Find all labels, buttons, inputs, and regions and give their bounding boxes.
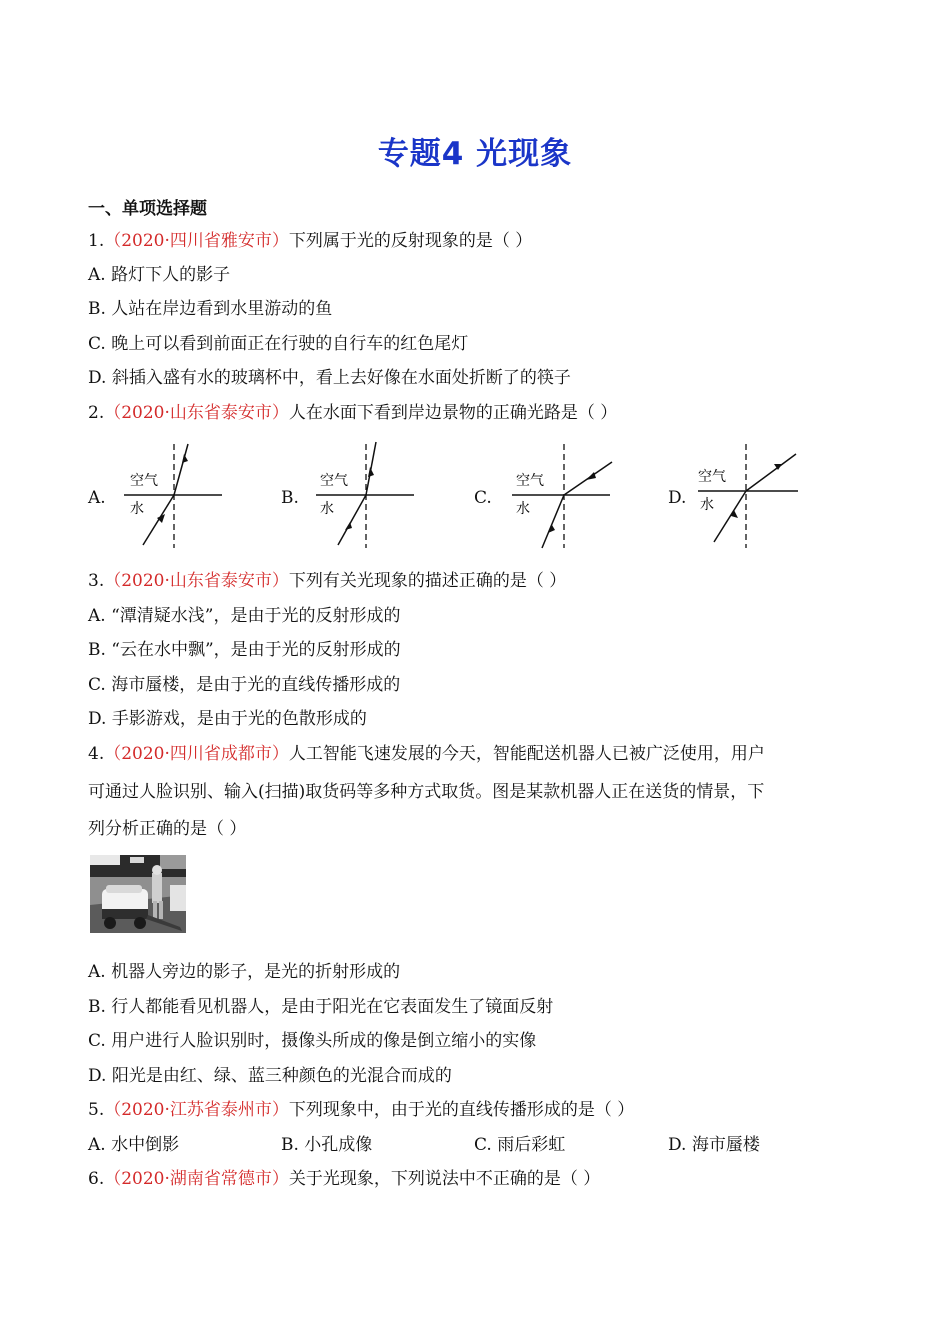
- option-d: D. 斜插入盛有水的玻璃杯中，看上去好像在水面处折断了的筷子: [88, 368, 571, 388]
- question-5: [88, 1099, 634, 1121]
- question-3: [88, 570, 566, 592]
- option-c: C. 雨后彩虹: [474, 1135, 566, 1155]
- question-source: （2020·山东省泰安市）: [104, 403, 289, 423]
- question-source: （2020·四川省成都市）: [104, 744, 289, 764]
- light-path-diagram-d: [694, 440, 804, 550]
- question-stem: 人在水面下看到岸边景物的正确光路是（ ）: [288, 403, 618, 423]
- question-stem: 下列属于光的反射现象的是（ ）: [288, 231, 533, 251]
- question-number: 2.: [88, 403, 105, 423]
- question-stem: 下列有关光现象的描述正确的是（ ）: [288, 571, 567, 591]
- option-c: C. 海市蜃楼，是由于光的直线传播形成的: [88, 675, 401, 695]
- option-b: B. 小孔成像: [281, 1135, 373, 1155]
- light-path-diagram-b: [312, 440, 422, 550]
- question-number: 1.: [88, 231, 105, 251]
- air-label: 空气: [698, 469, 726, 485]
- option-d: D. 阳光是由红、绿、蓝三种颜色的光混合而成的: [88, 1066, 452, 1086]
- air-label: 空气: [130, 473, 158, 489]
- water-label: 水: [320, 501, 334, 517]
- question-1: [88, 230, 532, 252]
- question-stem-line-3: 列分析正确的是（ ）: [88, 819, 247, 839]
- question-stem-line-2: 可通过人脸识别、输入(扫描)取货码等多种方式取货。图是某款机器人正在送货的情景，下: [88, 782, 765, 802]
- light-path-diagram-a: [120, 440, 230, 550]
- water-label: 水: [700, 497, 714, 513]
- option-b: B. 人站在岸边看到水里游动的鱼: [88, 299, 333, 319]
- diagram-option-a-label: A.: [88, 488, 106, 508]
- question-number: 5.: [88, 1100, 105, 1120]
- option-d: D. 手影游戏，是由于光的色散形成的: [88, 709, 367, 729]
- question-stem: 下列现象中，由于光的直线传播形成的是（ ）: [288, 1100, 635, 1120]
- question-4: [88, 743, 765, 765]
- diagram-option-d-label: D.: [668, 488, 687, 508]
- water-label: 水: [130, 501, 144, 517]
- light-path-diagram-c: [508, 440, 618, 550]
- option-d: D. 海市蜃楼: [668, 1135, 760, 1155]
- option-c: C. 用户进行人脸识别时，摄像头所成的像是倒立缩小的实像: [88, 1031, 537, 1051]
- option-b: B. 行人都能看见机器人，是由于阳光在它表面发生了镜面反射: [88, 997, 554, 1017]
- option-c: C. 晚上可以看到前面正在行驶的自行车的红色尾灯: [88, 334, 469, 354]
- option-a: A. 路灯下人的影子: [88, 265, 231, 285]
- diagram-option-b-label: B.: [281, 488, 299, 508]
- delivery-robot-photo: [90, 855, 186, 933]
- question-number: 6.: [88, 1169, 105, 1189]
- option-a: A. “潭清疑水浅”，是由于光的反射形成的: [88, 606, 401, 626]
- question-stem: 关于光现象，下列说法中不正确的是（ ）: [288, 1169, 601, 1189]
- water-label: 水: [516, 501, 530, 517]
- diagram-option-c-label: C.: [474, 488, 492, 508]
- option-a: A. 机器人旁边的影子，是光的折射形成的: [88, 962, 401, 982]
- question-number: 3.: [88, 571, 105, 591]
- option-b: B. “云在水中飘”，是由于光的反射形成的: [88, 640, 401, 660]
- option-a: A. 水中倒影: [88, 1135, 180, 1155]
- question-number: 4.: [88, 744, 105, 764]
- air-label: 空气: [320, 473, 348, 489]
- section-heading: 一、单项选择题: [88, 199, 207, 219]
- air-label: 空气: [516, 473, 544, 489]
- question-source: （2020·江苏省泰州市）: [104, 1100, 289, 1120]
- question-source: （2020·四川省雅安市）: [104, 231, 289, 251]
- question-2: [88, 402, 617, 424]
- question-source: （2020·湖南省常德市）: [104, 1169, 289, 1189]
- question-source: （2020·山东省泰安市）: [104, 571, 289, 591]
- page-title: 专题4 光现象: [377, 136, 573, 172]
- question-stem-line-1: 人工智能飞速发展的今天，智能配送机器人已被广泛使用，用户: [288, 744, 765, 764]
- question-6: [88, 1168, 600, 1190]
